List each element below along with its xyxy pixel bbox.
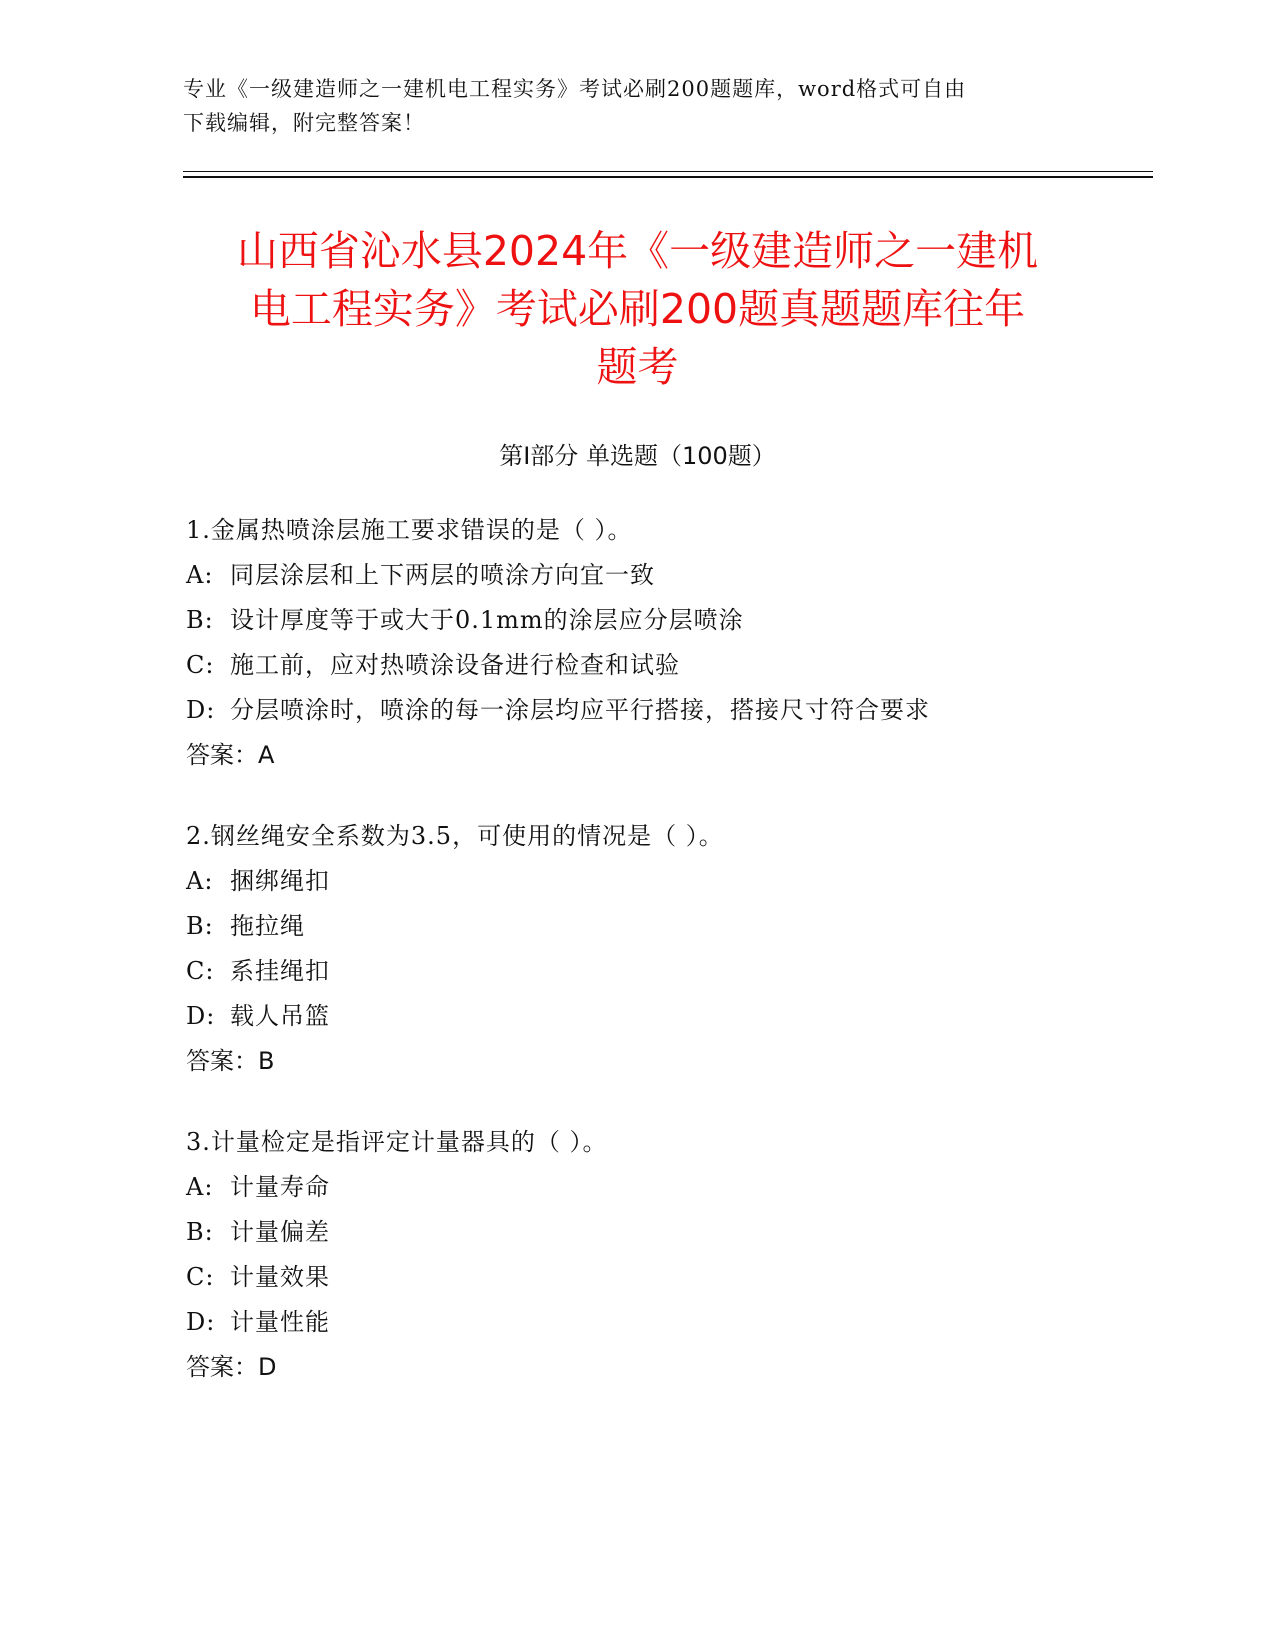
option-label: C: [186, 957, 215, 985]
option-text: 设计厚度等于或大于0.1mm的涂层应分层喷涂 [230, 606, 744, 634]
title-line-3: 题考 [596, 343, 679, 391]
question-block [186, 814, 1146, 1084]
option-d [186, 1300, 1146, 1345]
option-a [186, 1165, 1146, 1210]
option-label: B: [186, 912, 214, 940]
option-label: A: [186, 1173, 214, 1201]
option-label: D: [186, 1002, 216, 1030]
option-label: A: [186, 561, 214, 589]
question-stem: 2.钢丝绳安全系数为3.5，可使用的情况是（ ）。 [186, 822, 724, 850]
option-b [186, 904, 1146, 949]
option-text: 同层涂层和上下两层的喷涂方向宜一致 [230, 561, 655, 589]
option-label: B: [186, 606, 214, 634]
option-label: C: [186, 1263, 215, 1291]
header-divider-thin [183, 171, 1153, 172]
option-text: 捆绑绳扣 [230, 867, 330, 895]
option-b [186, 1210, 1146, 1255]
option-d [186, 688, 1146, 733]
answer-line: 答案：B [186, 1047, 275, 1075]
question-block [186, 1120, 1146, 1390]
question-stem: 1.金属热喷涂层施工要求错误的是（ ）。 [186, 516, 633, 544]
header-divider-thick [183, 176, 1153, 178]
section-heading: 第Ⅰ部分 单选题（100题） [499, 442, 776, 470]
option-b [186, 598, 1146, 643]
option-text: 计量寿命 [230, 1173, 330, 1201]
option-text: 计量性能 [230, 1308, 330, 1336]
option-text: 分层喷涂时，喷涂的每一涂层均应平行搭接，搭接尺寸符合要求 [230, 696, 930, 724]
option-label: D: [186, 1308, 216, 1336]
option-c [186, 1255, 1146, 1300]
option-text: 施工前，应对热喷涂设备进行检查和试验 [230, 651, 680, 679]
document-title [150, 222, 1125, 396]
option-c [186, 949, 1146, 994]
answer-line: 答案：D [186, 1353, 277, 1381]
intro-line-2: 下载编辑，附完整答案！ [183, 111, 425, 135]
intro-paragraph [183, 72, 1083, 140]
option-text: 计量偏差 [230, 1218, 330, 1246]
option-label: D: [186, 696, 216, 724]
option-text: 计量效果 [230, 1263, 330, 1291]
question-stem: 3.计量检定是指评定计量器具的（ ）。 [186, 1128, 608, 1156]
option-label: B: [186, 1218, 214, 1246]
option-label: A: [186, 867, 214, 895]
option-a [186, 553, 1146, 598]
option-text: 载人吊篮 [230, 1002, 330, 1030]
question-block [186, 508, 1146, 778]
title-line-2: 电工程实务》考试必刷200题真题题库往年 [249, 285, 1026, 333]
option-text: 系挂绳扣 [230, 957, 330, 985]
title-line-1: 山西省沁水县2024年《一级建造师之一建机 [236, 227, 1039, 275]
answer-line: 答案：A [186, 741, 275, 769]
option-c [186, 643, 1146, 688]
intro-line-1: 专业《一级建造师之一建机电工程实务》考试必刷200题题库，word格式可自由 [183, 77, 967, 101]
option-d [186, 994, 1146, 1039]
option-label: C: [186, 651, 215, 679]
option-text: 拖拉绳 [230, 912, 305, 940]
option-a [186, 859, 1146, 904]
